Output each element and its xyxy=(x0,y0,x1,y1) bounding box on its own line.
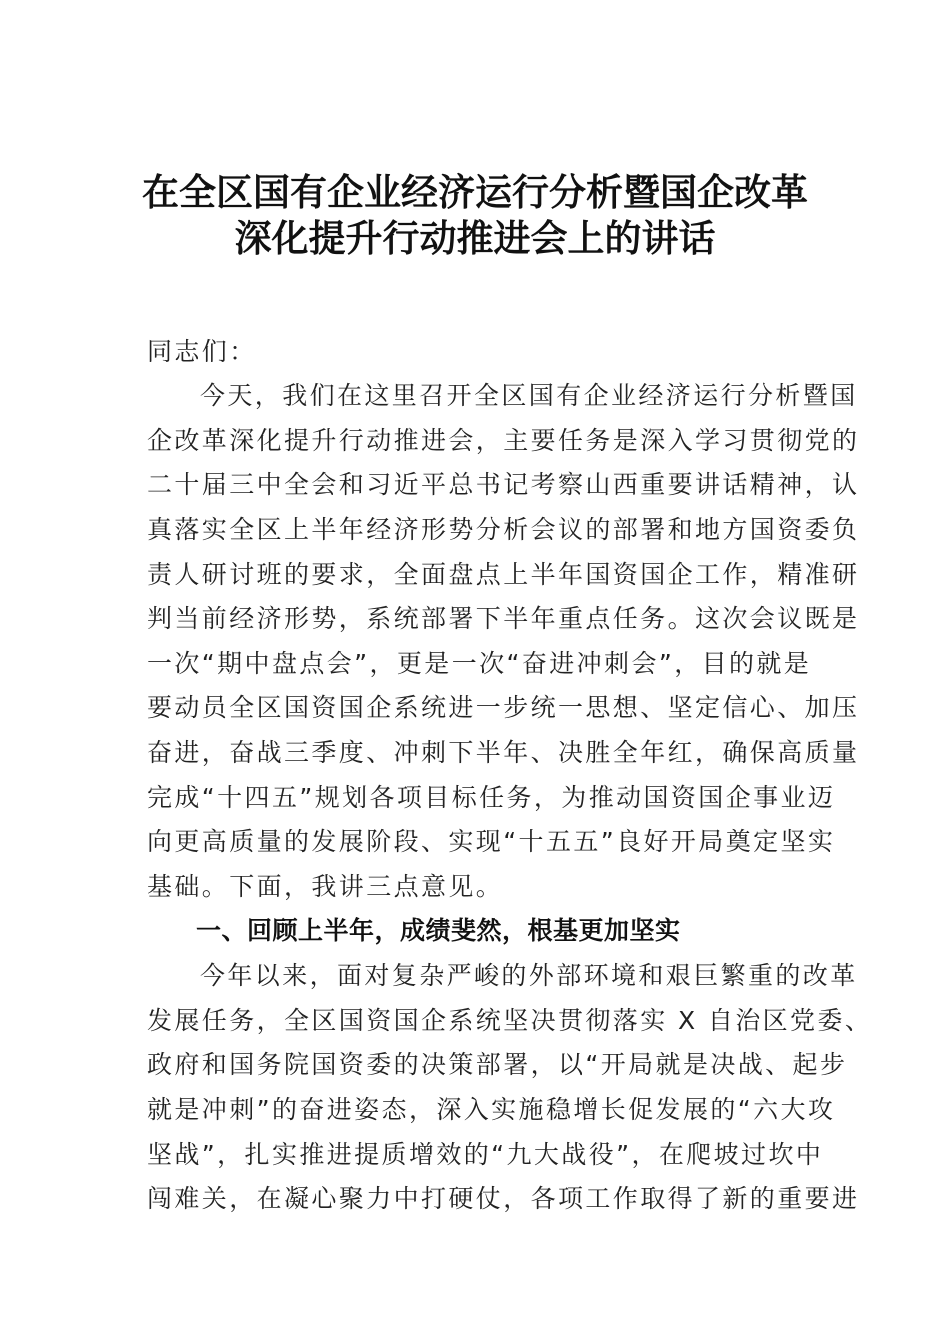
salutation: 同志们： xyxy=(147,337,257,366)
paragraph-1-line: 一次“期中盘点会”，更是一次“奋进冲刺会”，目的就是 xyxy=(147,649,812,678)
paragraph-2-line: 就是冲刺”的奋进姿态，深入实施稳增长促发展的“六大攻 xyxy=(147,1095,836,1124)
paragraph-1-line: 责人研讨班的要求，全面盘点上半年国资国企工作，精准研 xyxy=(147,560,860,589)
paragraph-1-line: 今天，我们在这里召开全区国有企业经济运行分析暨国 xyxy=(200,381,858,410)
paragraph-2-line: 政府和国务院国资委的决策部署，以“开局就是决战、起步 xyxy=(147,1050,848,1079)
paragraph-1-line: 完成“十四五”规划各项目标任务，为推动国资国企事业迈 xyxy=(147,783,836,812)
paragraph-2-line: 闯难关，在凝心聚力中打硬仗，各项工作取得了新的重要进 xyxy=(147,1184,860,1213)
paragraph-1-line: 判当前经济形势，系统部署下半年重点任务。这次会议既是 xyxy=(147,604,860,633)
paragraph-2-line: 坚战”，扎实推进提质增效的“九大战役”，在爬坡过坎中 xyxy=(147,1140,824,1169)
paragraph-2-line: 发展任务，全区国资国企系统坚决贯彻落实 X 自治区党委、 xyxy=(147,1006,873,1035)
paragraph-1-line: 基础。下面，我讲三点意见。 xyxy=(147,872,504,901)
section-1-heading: 一、回顾上半年，成绩斐然，根基更加坚实 xyxy=(196,916,681,945)
paragraph-1-line: 奋进，奋战三季度、冲刺下半年、决胜全年红，确保高质量 xyxy=(147,738,860,767)
document-title-line-1: 在全区国有企业经济运行分析暨国企改革 xyxy=(142,170,808,214)
paragraph-1-line: 向更高质量的发展阶段、实现“十五五”良好开局奠定坚实 xyxy=(147,827,836,856)
paragraph-1-line: 二十届三中全会和习近平总书记考察山西重要讲话精神，认 xyxy=(147,470,860,499)
paragraph-1-line: 要动员全区国资国企系统进一步统一思想、坚定信心、加压 xyxy=(147,693,860,722)
paragraph-1-line: 企改革深化提升行动推进会，主要任务是深入学习贯彻党的 xyxy=(147,426,860,455)
paragraph-1-line: 真落实全区上半年经济形势分析会议的部署和地方国资委负 xyxy=(147,515,860,544)
document-title-line-2: 深化提升行动推进会上的讲话 xyxy=(234,216,716,260)
paragraph-2-line: 今年以来，面对复杂严峻的外部环境和艰巨繁重的改革 xyxy=(200,961,858,990)
